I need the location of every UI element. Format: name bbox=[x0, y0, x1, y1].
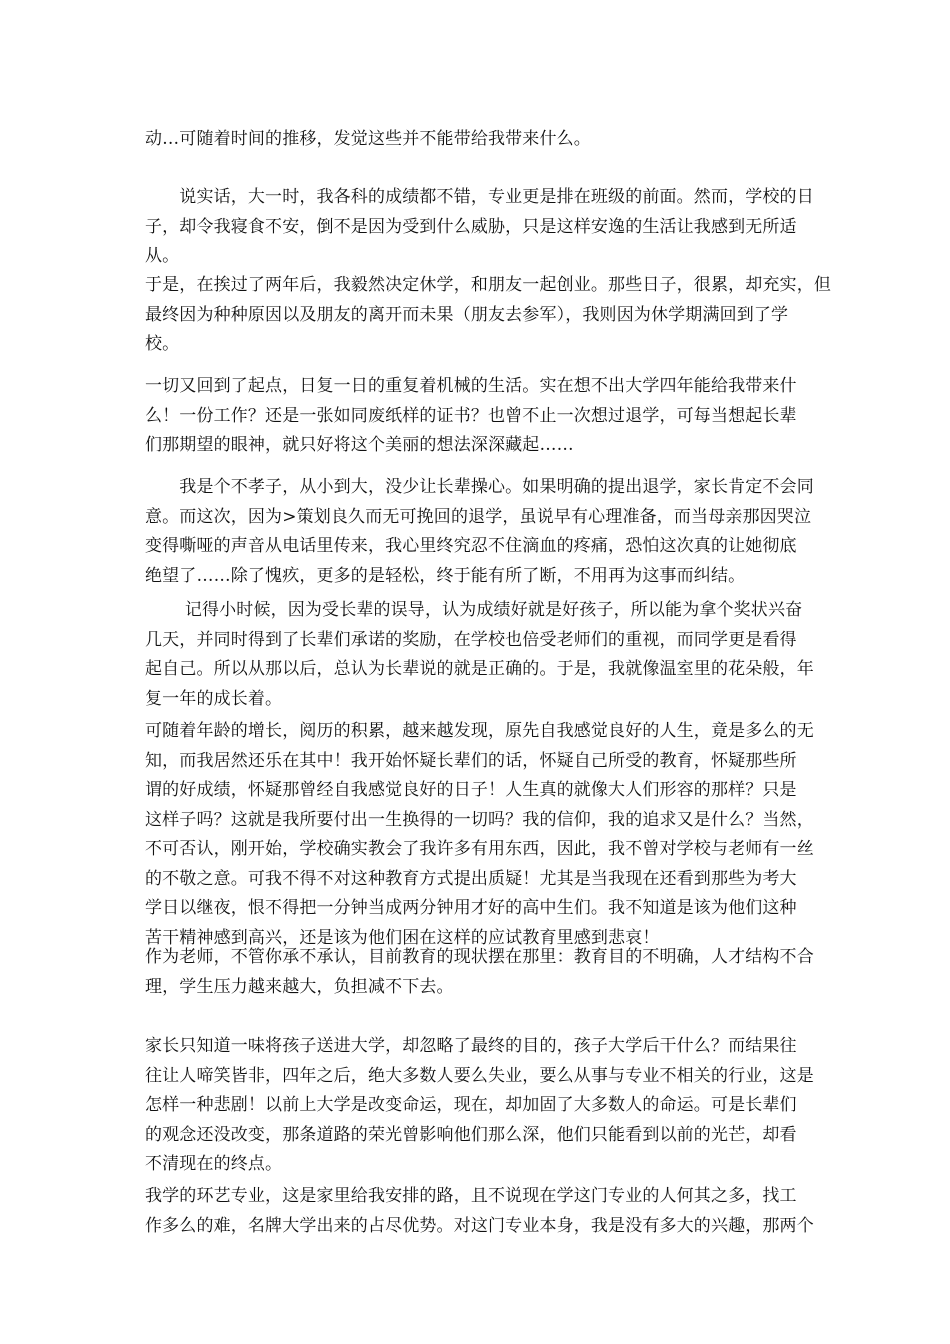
text-line: 不可否认，刚开始，学校确实教会了我许多有用东西，因此，我不曾对学校与老师有一丝 bbox=[145, 839, 814, 859]
text-line: 学日以继夜，恨不得把一分钟当成两分钟用才好的高中生们。我不知道是该为他们这种 bbox=[145, 898, 797, 918]
text-line: 从。 bbox=[145, 246, 180, 266]
text-line: 复一年的成长着。 bbox=[145, 688, 283, 709]
text-line: 最终因为种种原因以及朋友的离开而未果（朋友去参军），我则因为休学期满回到了学 bbox=[145, 304, 789, 325]
text-line: 这样子吗？这就是我所要付出一生换得的一切吗？我的信仰，我的追求又是什么？当然， bbox=[145, 809, 814, 830]
paragraph-7 bbox=[145, 717, 825, 953]
paragraph-1 bbox=[145, 125, 825, 155]
text-line: 几天，并同时得到了长辈们承诺的奖励，在学校也倍受老师们的重视，而同学更是看得 bbox=[145, 629, 797, 650]
text-line: 意。而这次，因为>策划良久而无可挽回的退学，虽说早有心理准备，而当母亲那因哭泣 bbox=[145, 506, 812, 527]
text-line: 知，而我居然还乐在其中！我开始怀疑长辈们的话，怀疑自己所受的教育，怀疑那些所 bbox=[145, 750, 797, 771]
text-line: 作多么的难，名牌大学出来的占尽优势。对这门专业本身，我是没有多大的兴趣，那两个 bbox=[145, 1215, 814, 1236]
text-line: 的不敬之意。可我不得不对这种教育方式提出质疑！尤其是当我现在还看到那些为考大 bbox=[145, 868, 797, 889]
text-line: 苦干精神感到高兴，还是该为他们困在这样的应试教育里感到悲哀！ bbox=[145, 927, 660, 948]
text-line: 不清现在的终点。 bbox=[145, 1154, 283, 1174]
text-line: 于是，在挨过了两年后，我毅然决定休学，和朋友一起创业。那些日子，很累，却充实，但 bbox=[145, 275, 831, 295]
text-line: 怎样一种悲剧！以前上大学是改变命运，现在，却加固了大多数人的命运。可是长辈们 bbox=[145, 1095, 797, 1115]
text-line: 校。 bbox=[145, 334, 180, 354]
paragraph-9 bbox=[145, 1032, 825, 1180]
paragraph-2 bbox=[145, 183, 825, 272]
text-line: 我是个不孝子，从小到大，没少让长辈操心。如果明确的提出退学，家长肯定不会同 bbox=[145, 477, 814, 497]
paragraph-4 bbox=[145, 372, 825, 461]
text-line: 家长只知道一味将孩子送进大学，却忽略了最终的目的，孩子大学后干什么？而结果往 bbox=[145, 1036, 797, 1056]
text-line: 的观念还没改变，那条道路的荣光曾影响他们那么深，他们只能看到以前的光芒，却看 bbox=[145, 1124, 797, 1145]
text-line: 变得嘶哑的声音从电话里传来，我心里终究忍不住滴血的疼痛，恐怕这次真的让她彻底 bbox=[145, 536, 797, 556]
text-line: 一切又回到了起点，日复一日的重复着机械的生活。实在想不出大学四年能给我带来什 bbox=[145, 376, 797, 396]
text-line: 谓的好成绩，怀疑那曾经自我感觉良好的日子！人生真的就像大人们形容的那样？只是 bbox=[145, 780, 797, 800]
text-line: 说实话，大一时，我各科的成绩都不错，专业更是排在班级的前面。然而，学校的日 bbox=[145, 187, 814, 207]
text-line: 作为老师，不管你承不承认，目前教育的现状摆在那里：教育目的不明确，人才结构不合 bbox=[145, 947, 814, 967]
text-line: 子，却令我寝食不安，倒不是因为受到什么威胁，只是这样安逸的生活让我感到无所适 bbox=[145, 216, 797, 237]
text-line: 么！一份工作？还是一张如同废纸样的证书？也曾不止一次想过退学，可每当想起长辈 bbox=[145, 405, 797, 426]
text-line: 绝望了……除了愧疚，更多的是轻松，终于能有所了断，不用再为这事而纠结。 bbox=[145, 565, 746, 586]
paragraph-8 bbox=[145, 943, 825, 1002]
text-line: 记得小时候，因为受长辈的误导，认为成绩好就是好孩子，所以能为拿个奖状兴奋 bbox=[145, 600, 803, 620]
text-line: 我学的环艺专业，这是家里给我安排的路，且不说现在学这门专业的人何其之多，找工 bbox=[145, 1186, 797, 1206]
text-line: 理，学生压力越来越大，负担减不下去。 bbox=[145, 976, 454, 997]
text-line: 起自己。所以从那以后，总认为长辈说的就是正确的。于是，我就像温室里的花朵般，年 bbox=[145, 659, 814, 679]
text-line: 可随着年龄的增长，阅历的积累，越来越发现，原先自我感觉良好的人生，竟是多么的无 bbox=[145, 721, 814, 741]
paragraph-6 bbox=[145, 596, 825, 714]
text-line: 往让人啼笑皆非，四年之后，绝大多数人要么失业，要么从事与专业不相关的行业，这是 bbox=[145, 1065, 814, 1086]
text-line: 动…可随着时间的推移，发觉这些并不能带给我带来什么。 bbox=[145, 129, 591, 149]
paragraph-5 bbox=[145, 473, 825, 591]
paragraph-10 bbox=[145, 1182, 825, 1241]
paragraph-3 bbox=[145, 271, 831, 360]
text-line: 们那期望的眼神，就只好将这个美丽的想法深深藏起…… bbox=[145, 435, 574, 455]
